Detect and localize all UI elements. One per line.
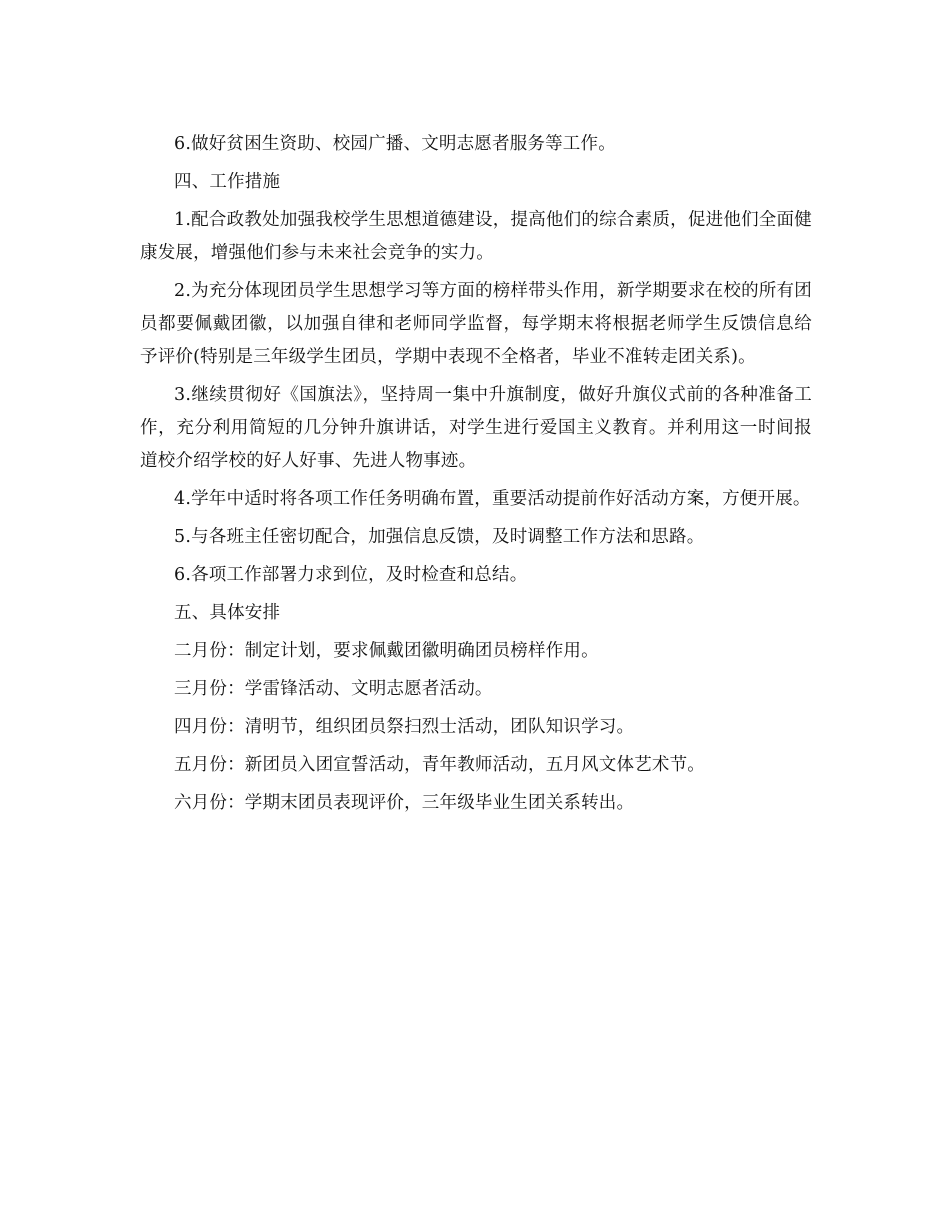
schedule-february: 二月份：制定计划，要求佩戴团徽明确团员榜样作用。 [174, 641, 599, 661]
paragraph-measure-1: 1.配合政教处加强我校学生思想道德建设，提高他们的综合素质，促进他们全面健康发展，增强他们参与未来社会竞争的实力。 [140, 210, 812, 263]
paragraph-measure-6: 6.各项工作部署力求到位，及时检查和总结。 [174, 565, 528, 585]
document-body [140, 128, 812, 825]
section-heading-schedule: 五、具体安排 [174, 603, 281, 623]
paragraph-measure-2: 2.为充分体现团员学生思想学习等方面的榜样带头作用，新学期要求在校的所有团员都要佩戴团徽，以加强自律和老师同学监督，每学期末将根据老师学生反馈信息给予评价(特别是三年级学生团员，学期中表现不全格者，毕业不准转走团关系)。 [140, 281, 812, 367]
paragraph-measure-4: 4.学年中适时将各项工作任务明确布置，重要活动提前作好活动方案，方便开展。 [174, 489, 811, 509]
schedule-may: 五月份：新团员入团宣誓活动，青年教师活动，五月风文体艺术节。 [174, 755, 705, 775]
section-heading-measures: 四、工作措施 [174, 172, 281, 192]
schedule-march: 三月份：学雷锋活动、文明志愿者活动。 [174, 679, 493, 699]
paragraph-measure-3: 3.继续贯彻好《国旗法》，坚持周一集中升旗制度，做好升旗仪式前的各种准备工作，充分利用简短的几分钟升旗讲话，对学生进行爱国主义教育。并利用这一时间报道校介绍学校的好人好事、先进人物事迹。 [140, 385, 812, 471]
schedule-june: 六月份：学期末团员表现评价，三年级毕业生团关系转出。 [174, 793, 635, 813]
paragraph-measure-5: 5.与各班主任密切配合，加强信息反馈，及时调整工作方法和思路。 [174, 527, 705, 547]
paragraph-item-6-work: 6.做好贫困生资助、校园广播、文明志愿者服务等工作。 [174, 134, 616, 154]
schedule-april: 四月份：清明节，组织团员祭扫烈士活动，团队知识学习。 [174, 717, 635, 737]
